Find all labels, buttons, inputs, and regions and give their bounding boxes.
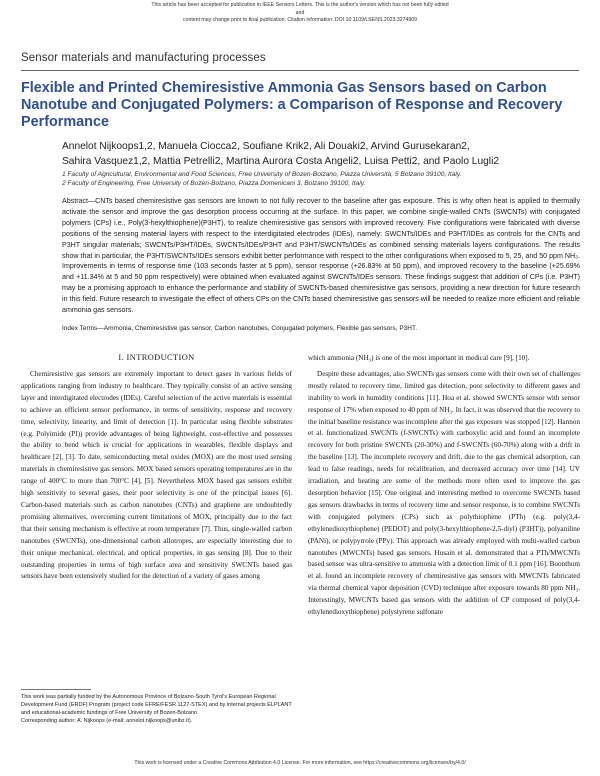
author-list: [62, 139, 582, 169]
introduction-heading: I. INTRODUCTION: [118, 353, 195, 362]
index-terms: Index Terms—Ammonia, Chemiresistive gas sensor, Carbon nanotubes, Conjugated polymers, Flexible gas sensors, P3HT.: [62, 325, 418, 332]
footnote-rule: [21, 689, 91, 690]
left-column: [21, 369, 292, 583]
license-line: This work is licensed under a Creative Commons Attribution 4.0 License. For more information, see https://creativecommons.org/licenses/by/4.0/: [134, 760, 466, 766]
publication-banner: [150, 2, 450, 25]
funding-note: This work was partially funded by the Autonomous Province of Bolzano-South Tyrol's European Regional Development Fund (ERDF) Program (project code EFRE/FESR 1127-STEX) and by internal projects ELPLANT and educational-academic fundings of Free University of Bozen-Bolzano.: [21, 694, 292, 716]
header-rule: [21, 70, 579, 71]
intro-paragraph-1: Chemiresistive gas sensors are extremely important to detect gases in various fields of applications ranging from industry to healthcare. They typically consist of an active sensing layer and interdigitated electrodes (IDEs). Careful selection of the active materials is essential to achieve an efficient sensor performance, in terms of sensitivity, response and recovery time, selectivity, linearity, and limit of detection [1]. In particular using flexible substrates (e.g. Polyimide (PI)) provide advantages of being lightweight, cost-effective and possesses the ability to bend which is crucial for applications in wearables, flexible displays and healthcare [2], [3]. To date, semiconducting metal oxides (MOX) are the most used sensing materials in chemiresistive gas sensors. MOX based sensors operating temperatures are in the range of 400°C to more than 700°C [4], [5]. Nevertheless MOX based gas sensors exhibit high sensitivity to several gases, their poor selectivity is one of the principal issues [6]. Carbon-based materials such as carbon nanotubes (CNTs) and graphene are undoubtedly promising alternatives, overcoming current limitations of MOX, principally due to the fact that their sensing mechanism is effective at room temperature [7]. Thus, single-walled carbon nanotubes (SWCNTs), one-dimensional carbon allotropes, are especially interesting due to their unique mechanical, electrical, and optical properties, in gas sensing [8]. Due to their outstanding properties in terms of high surface area and sensitivity SWCNTs based gas sensors have been extensively studied for the detection of a variety of gases among: [21, 370, 292, 581]
paper-title: Flexible and Printed Chemiresistive Ammonia Gas Sensors based on Carbon Nanotube and Conjugated Polymers: a Comparison of Response and Recovery Performance: [21, 80, 563, 130]
intro-paragraph-continuation: which ammonia (NH₃) is one of the most important in medical care [9], [10].: [308, 354, 530, 362]
footnote: [21, 693, 292, 725]
affiliation-2: 2 Faculty of Engineering, Free University of Bozen-Bolzano, Piazza Domenicani 3, Bolzano 39100, Italy.: [62, 180, 366, 187]
section-header: Sensor materials and manufacturing processes: [21, 52, 266, 64]
author-line-1: Annelot Nijkoops1,2, Manuela Ciocca2, Soufiane Krik2, Ali Douaki2, Arvind Gurusekaran2,: [62, 141, 470, 152]
author-line-2: Sahira Vasquez1,2, Mattia Petrelli2, Martina Aurora Costa Angeli2, Luisa Petti2, and Paolo Lugli2: [62, 156, 500, 167]
affiliation-1: 1 Faculty of Agricultural, Environmental and Food Sciences, Free University of Bozen-Bolzano, Piazza Università, 5 Bolzano 39100, Italy.: [62, 171, 462, 178]
intro-paragraph-2: Despite these advantages, also SWCNTs gas sensors come with their own set of challenges mostly related to recovery time, limited gas detection, poor selectivity to different gases and inability to work in humidity conditions [11]. Hoa et al. showed SWCNTs sensor with sensor response of 17% when exposed to 40 ppm of NH₃. In fact, it was observed that the recovery to the initial baseline resistance was incomplete after the gas exposure was stopped [12]. Hannon et al. functionalized SWCNTs (f-SWCNTs) with carboxylic acid and found an incomplete recovery for both pristine SWCNTs (20-30%) and f-SWCNTs (60-70%) along with a drift in the baseline [13]. The incomplete recovery and drift, due to the gas chemical adsorption, can lead to false readings, needs for recalibration, and decreased accuracy over time [14]. UV irradiation, and heating are some of the methods more often used to improve the gas desorption behavior [15]. One original and interesting method to overcome SWCNTs based gas sensors drawbacks in terms of recovery time and sensor response, is to combine SWCNTs with conjugated polymers (CPs) such as polythiophene (PTh) (e.g. poly(3,4-ethylenedioxythiophene) (PEDOT) and poly(3-hexylthiophene-2,5-diyl) (P3HT)), polyaniline (PANi), or polypyrrole (PPy). This approach was already employed with multi-walled carbon nanotubes (MWCNTs) based gas sensors. Husain et al. demonstrated that a PTh/MWCNTs based sensor was ultra-sensitive to ammonia with a detection limit of 0.1 ppm [16]. Boonthum et al. found an incomplete recovery of chemiresistive gas sensors with MWCNTs fabricated via thermal chemical vapor deposition (CVD) technique after exposure towards 80 ppm NH₃. Interestingly, MWCNTs based gas sensors with the addition of CP composed of poly(3,4-ethylenedioxythiophene) polystyrene sulfonate: [308, 369, 580, 617]
right-column: [308, 353, 580, 619]
banner-line-1: This article has been accepted for publication in IEEE Sensors Letters. This is the author's version which has not been fully edited and: [151, 2, 449, 16]
corresponding-author-note: Corresponding author: A. Nijkoops (e-mail: annelot.nijkoops@unibz.it).: [21, 718, 193, 724]
banner-line-2: content may change prior to final publication. Citation information: DOI 10.1109/LSENS.2023.3274909: [182, 17, 418, 24]
abstract: Abstract—CNTs based chemiresistive gas sensors are known to not fully recover to the baseline after gas exposure. This is why often heat is applied to thermally activate the sensor and improve the gas desorption process occurring at the surface. In this paper, we combine single-walled CNTs (SWCNTs) with conjugated polymers (CPs) i.e., Poly(3-hexylthiophene)(P3HT), to realize chemiresistive gas sensors with improved recovery. Five configurations were fabricated with diverse positions of the sensing material layers with respect to the interdigitated electrodes (IDEs), namely: SWCNTs/IDEs and P3HT/IDEs as controls for the CNTs and P3HT singular materials; SWCNTs/P3HT/IDEs, SWCNTs/IDEs/P3HT and P3HT/SWCNTs/IDEs as combined sensing materials layers configurations. The results show that in particular, the P3HT/SWCNTs/IDEs sensors exhibit better performance with respect to the other configurations when exposed to 5, 25, and 50 ppm NH₃. Improvements in terms of response time (103 seconds faster at 5 ppm), sensor response (+26.83% at 50 ppm), and improved recovery to the baseline (+25.69% and +11.34% at 5 and 50 ppm respectively) were obtained when evaluated against SWCNTs/IDEs sensors. These findings suggest that addition of CPs (i.e. P3HT) may be a promising approach to enhance the performance and stability of SWCNTs-based chemiresistive gas sensors, providing a new direction for future research in this field. Future research to investigate the effect of others CPs on the CNTs based chemiresistive gas sensors will be needed to realize more efficient and reliable ammonia gas sensors.: [62, 197, 580, 315]
